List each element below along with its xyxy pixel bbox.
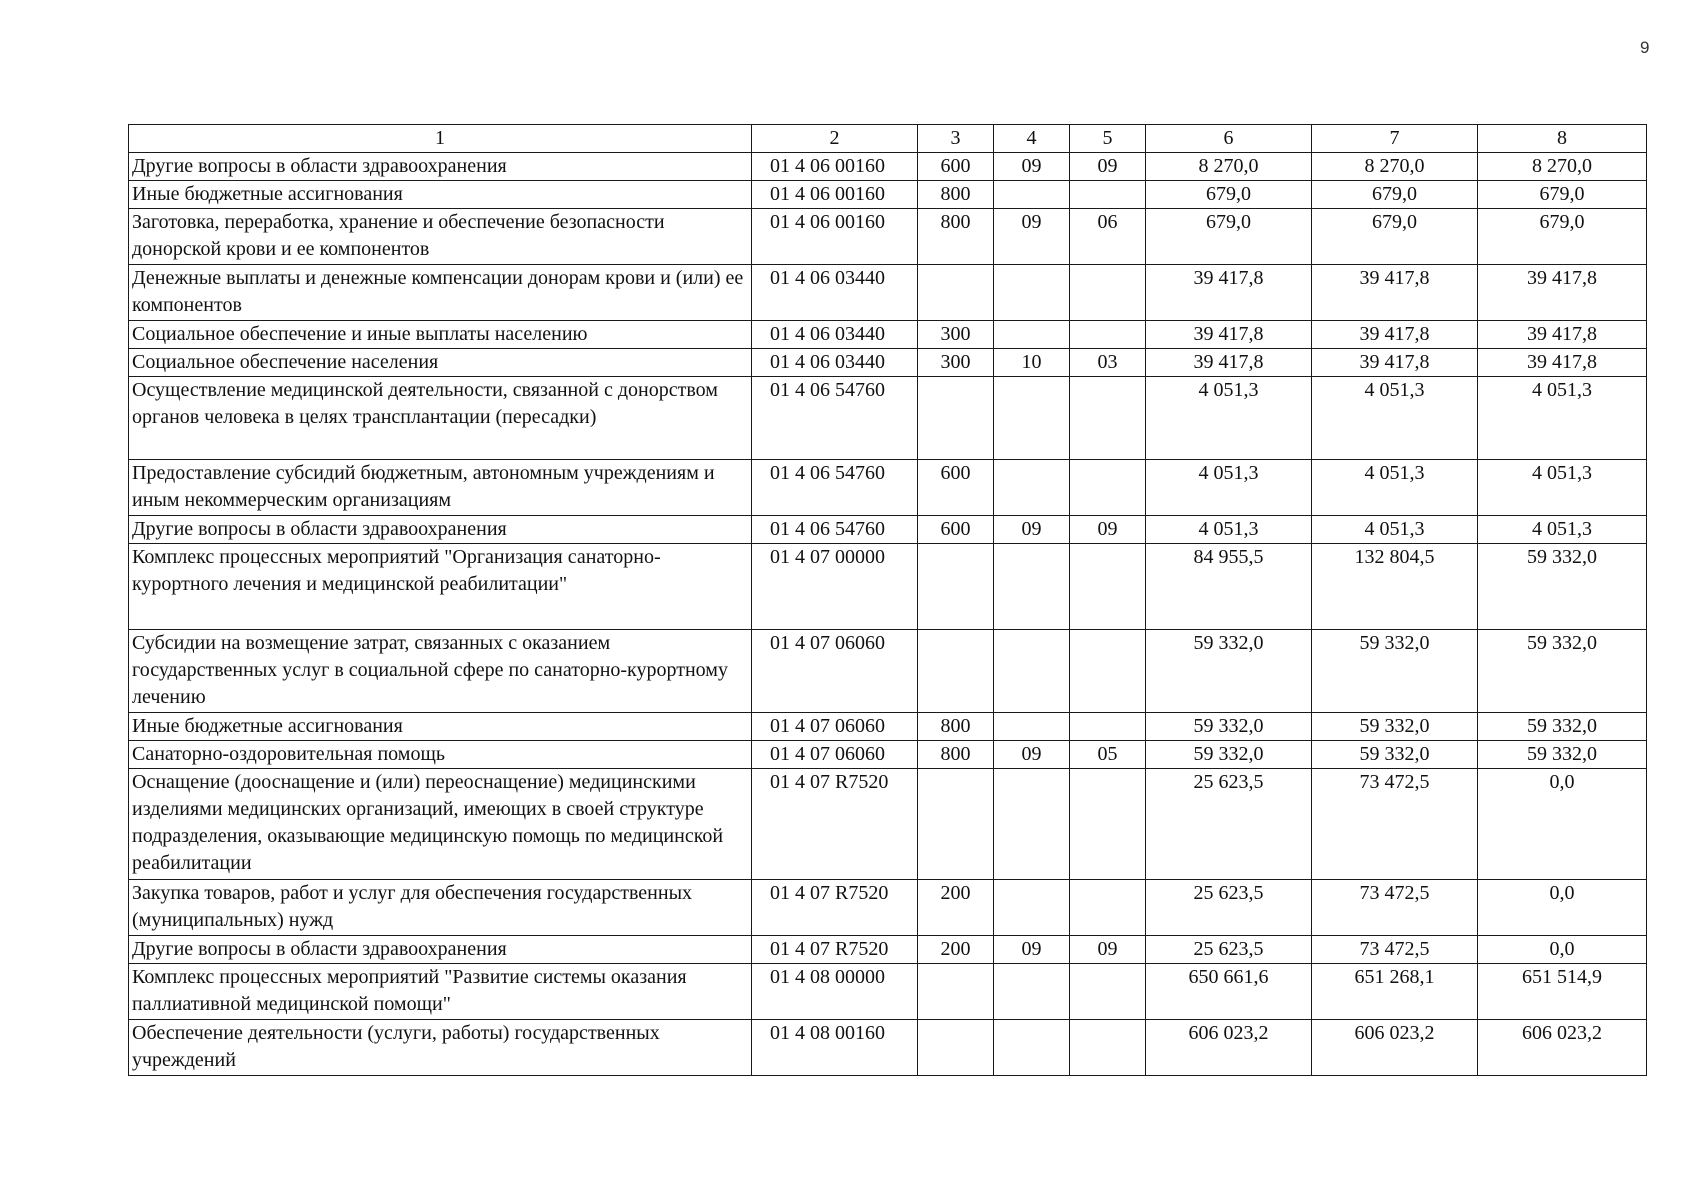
table-row [129, 209, 1647, 265]
row-name: Другие вопросы в области здравоохранения [129, 153, 752, 181]
row-vr: 600 [918, 153, 994, 181]
row-code: 01 4 06 03440 [752, 265, 918, 321]
row-value-6: 8 270,0 [1146, 153, 1312, 181]
row-pr [1070, 181, 1146, 209]
row-name: Заготовка, переработка, хранение и обеспечение безопасности донорской крови и ее компонентов [129, 209, 752, 265]
row-name: Субсидии на возмещение затрат, связанных с оказанием государственных услуг в социальной сфере по санаторно-курортному лечению [129, 630, 752, 713]
row-value-8: 0,0 [1478, 769, 1647, 880]
header-cell: 2 [752, 125, 918, 153]
row-value-8: 59 332,0 [1478, 630, 1647, 713]
table-row [129, 880, 1647, 936]
row-vr [918, 630, 994, 713]
row-name: Денежные выплаты и денежные компенсации донорам крови и (или) ее компонентов [129, 265, 752, 321]
row-value-6: 650 661,6 [1146, 964, 1312, 1020]
table-row [129, 377, 1647, 460]
row-code: 01 4 06 03440 [752, 321, 918, 349]
table-row [129, 265, 1647, 321]
row-value-8: 59 332,0 [1478, 741, 1647, 769]
row-rz [994, 880, 1070, 936]
row-name: Иные бюджетные ассигнования [129, 181, 752, 209]
row-vr: 300 [918, 349, 994, 377]
row-value-6: 84 955,5 [1146, 544, 1312, 630]
row-code: 01 4 06 54760 [752, 516, 918, 544]
header-cell: 3 [918, 125, 994, 153]
row-pr [1070, 321, 1146, 349]
table-row [129, 181, 1647, 209]
row-value-7: 606 023,2 [1312, 1020, 1478, 1076]
row-rz [994, 544, 1070, 630]
row-value-7: 39 417,8 [1312, 265, 1478, 321]
header-cell: 1 [129, 125, 752, 153]
row-pr [1070, 713, 1146, 741]
row-value-7: 4 051,3 [1312, 516, 1478, 544]
row-pr: 06 [1070, 209, 1146, 265]
header-cell: 6 [1146, 125, 1312, 153]
row-value-6: 39 417,8 [1146, 349, 1312, 377]
row-rz: 09 [994, 936, 1070, 964]
row-rz [994, 460, 1070, 516]
row-value-6: 25 623,5 [1146, 880, 1312, 936]
row-pr [1070, 964, 1146, 1020]
row-name: Комплекс процессных мероприятий "Развитие системы оказания паллиативной медицинской помощи" [129, 964, 752, 1020]
row-value-6: 679,0 [1146, 209, 1312, 265]
row-vr: 600 [918, 460, 994, 516]
budget-table [128, 124, 1647, 1076]
row-value-6: 4 051,3 [1146, 460, 1312, 516]
header-cell: 8 [1478, 125, 1647, 153]
row-value-7: 132 804,5 [1312, 544, 1478, 630]
row-code: 01 4 08 00000 [752, 964, 918, 1020]
row-vr [918, 769, 994, 880]
row-vr: 800 [918, 209, 994, 265]
row-vr: 800 [918, 181, 994, 209]
row-value-8: 59 332,0 [1478, 544, 1647, 630]
row-code: 01 4 07 06060 [752, 630, 918, 713]
row-value-8: 4 051,3 [1478, 516, 1647, 544]
row-vr: 300 [918, 321, 994, 349]
row-rz: 09 [994, 741, 1070, 769]
row-vr: 200 [918, 936, 994, 964]
row-value-8: 39 417,8 [1478, 265, 1647, 321]
row-pr: 03 [1070, 349, 1146, 377]
row-value-7: 59 332,0 [1312, 713, 1478, 741]
table-row [129, 544, 1647, 630]
row-value-8: 4 051,3 [1478, 460, 1647, 516]
row-rz: 09 [994, 153, 1070, 181]
row-code: 01 4 07 00000 [752, 544, 918, 630]
row-code: 01 4 06 00160 [752, 209, 918, 265]
row-code: 01 4 06 00160 [752, 153, 918, 181]
row-code: 01 4 07 R7520 [752, 880, 918, 936]
row-vr [918, 964, 994, 1020]
row-vr [918, 544, 994, 630]
row-code: 01 4 06 54760 [752, 460, 918, 516]
row-value-8: 0,0 [1478, 880, 1647, 936]
row-rz [994, 321, 1070, 349]
row-rz: 10 [994, 349, 1070, 377]
row-rz: 09 [994, 209, 1070, 265]
row-code: 01 4 08 00160 [752, 1020, 918, 1076]
row-name: Другие вопросы в области здравоохранения [129, 936, 752, 964]
header-row [129, 125, 1647, 153]
row-rz [994, 964, 1070, 1020]
row-value-8: 8 270,0 [1478, 153, 1647, 181]
row-value-7: 8 270,0 [1312, 153, 1478, 181]
row-rz [994, 265, 1070, 321]
row-value-8: 4 051,3 [1478, 377, 1647, 460]
row-value-6: 25 623,5 [1146, 936, 1312, 964]
row-value-7: 651 268,1 [1312, 964, 1478, 1020]
row-name: Обеспечение деятельности (услуги, работы) государственных учреждений [129, 1020, 752, 1076]
table-row [129, 713, 1647, 741]
row-rz: 09 [994, 516, 1070, 544]
row-vr [918, 377, 994, 460]
row-value-7: 679,0 [1312, 181, 1478, 209]
row-value-7: 39 417,8 [1312, 349, 1478, 377]
row-code: 01 4 07 R7520 [752, 769, 918, 880]
row-code: 01 4 07 06060 [752, 741, 918, 769]
row-value-6: 39 417,8 [1146, 321, 1312, 349]
row-value-6: 25 623,5 [1146, 769, 1312, 880]
row-value-7: 73 472,5 [1312, 880, 1478, 936]
row-vr: 600 [918, 516, 994, 544]
row-name: Оснащение (дооснащение и (или) переоснащение) медицинскими изделиями медицинских организаций, имеющих в своей структуре подразделения, оказывающие медицинскую помощь по медицинской реабилитации [129, 769, 752, 880]
table-row [129, 321, 1647, 349]
table-row [129, 964, 1647, 1020]
row-value-7: 73 472,5 [1312, 936, 1478, 964]
row-name: Комплекс процессных мероприятий "Организация санаторно-курортного лечения и медицинской реабилитации" [129, 544, 752, 630]
table-row [129, 1020, 1647, 1076]
row-name: Предоставление субсидий бюджетным, автономным учреждениям и иным некоммерческим организациям [129, 460, 752, 516]
row-value-7: 4 051,3 [1312, 377, 1478, 460]
row-value-8: 39 417,8 [1478, 349, 1647, 377]
row-pr [1070, 630, 1146, 713]
row-code: 01 4 06 54760 [752, 377, 918, 460]
row-pr: 05 [1070, 741, 1146, 769]
row-rz [994, 377, 1070, 460]
row-rz [994, 630, 1070, 713]
table-row [129, 630, 1647, 713]
table-row [129, 516, 1647, 544]
table-row [129, 741, 1647, 769]
table-row [129, 769, 1647, 880]
row-code: 01 4 06 00160 [752, 181, 918, 209]
row-code: 01 4 07 06060 [752, 713, 918, 741]
page-number: 9 [1640, 38, 1650, 57]
row-value-6: 4 051,3 [1146, 516, 1312, 544]
row-pr [1070, 1020, 1146, 1076]
row-name: Социальное обеспечение и иные выплаты населению [129, 321, 752, 349]
row-name: Осуществление медицинской деятельности, связанной с донорством органов человека в целях трансплантации (пересадки) [129, 377, 752, 460]
row-code: 01 4 06 03440 [752, 349, 918, 377]
row-name: Социальное обеспечение населения [129, 349, 752, 377]
row-value-6: 606 023,2 [1146, 1020, 1312, 1076]
row-name: Санаторно-оздоровительная помощь [129, 741, 752, 769]
row-pr: 09 [1070, 516, 1146, 544]
row-rz [994, 1020, 1070, 1076]
header-cell: 4 [994, 125, 1070, 153]
row-value-8: 59 332,0 [1478, 713, 1647, 741]
row-value-8: 606 023,2 [1478, 1020, 1647, 1076]
row-pr [1070, 544, 1146, 630]
row-vr: 800 [918, 713, 994, 741]
row-value-7: 4 051,3 [1312, 460, 1478, 516]
row-value-7: 73 472,5 [1312, 769, 1478, 880]
row-vr: 800 [918, 741, 994, 769]
row-vr: 200 [918, 880, 994, 936]
row-pr: 09 [1070, 936, 1146, 964]
row-pr [1070, 265, 1146, 321]
row-value-7: 59 332,0 [1312, 741, 1478, 769]
row-code: 01 4 07 R7520 [752, 936, 918, 964]
row-pr [1070, 460, 1146, 516]
table-row [129, 349, 1647, 377]
row-name: Другие вопросы в области здравоохранения [129, 516, 752, 544]
row-name: Закупка товаров, работ и услуг для обеспечения государственных (муниципальных) нужд [129, 880, 752, 936]
row-rz [994, 713, 1070, 741]
row-pr: 09 [1070, 153, 1146, 181]
row-pr [1070, 769, 1146, 880]
row-value-6: 59 332,0 [1146, 630, 1312, 713]
row-name: Иные бюджетные ассигнования [129, 713, 752, 741]
row-value-8: 651 514,9 [1478, 964, 1647, 1020]
row-value-7: 59 332,0 [1312, 630, 1478, 713]
row-vr [918, 265, 994, 321]
row-rz [994, 769, 1070, 880]
row-value-6: 59 332,0 [1146, 713, 1312, 741]
table-row [129, 153, 1647, 181]
row-value-7: 679,0 [1312, 209, 1478, 265]
row-value-8: 39 417,8 [1478, 321, 1647, 349]
row-rz [994, 181, 1070, 209]
row-value-6: 59 332,0 [1146, 741, 1312, 769]
header-cell: 5 [1070, 125, 1146, 153]
table-row [129, 460, 1647, 516]
row-value-7: 39 417,8 [1312, 321, 1478, 349]
row-value-6: 4 051,3 [1146, 377, 1312, 460]
row-value-6: 679,0 [1146, 181, 1312, 209]
row-value-8: 0,0 [1478, 936, 1647, 964]
row-pr [1070, 880, 1146, 936]
row-pr [1070, 377, 1146, 460]
header-cell: 7 [1312, 125, 1478, 153]
row-value-8: 679,0 [1478, 181, 1647, 209]
row-value-6: 39 417,8 [1146, 265, 1312, 321]
table-row [129, 936, 1647, 964]
row-vr [918, 1020, 994, 1076]
row-value-8: 679,0 [1478, 209, 1647, 265]
